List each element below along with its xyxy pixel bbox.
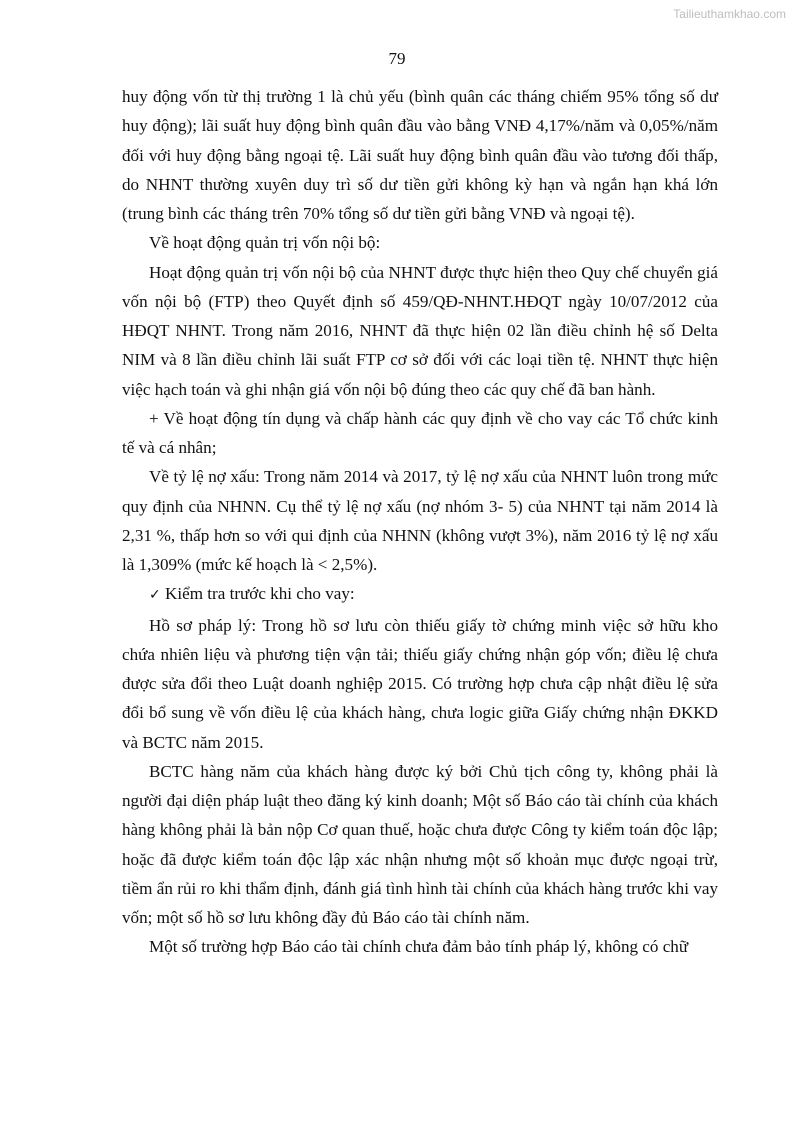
paragraph-financial-reports: BCTC hàng năm của khách hàng được ký bởi Chủ tịch công ty, không phải là người đại diện pháp luật theo đăng ký kinh doanh; Một số Báo cáo tài chính của khách hàng không phải là bản nộp Cơ quan thuế, hoặc chưa được Công ty kiểm toán độc lập; hoặc đã được kiểm toán độc lập xác nhận nhưng một số khoản mục được ngoại trừ, tiềm ẩn rủi ro khi thẩm định, đánh giá tình hình tài chính của khách hàng trước khi vay vốn; một số hồ sơ lưu không đầy đủ Báo cáo tài chính năm. <box>122 761 718 927</box>
watermark: Tailieuthamkhao.com <box>673 7 786 21</box>
paragraph-legal-docs: Hồ sơ pháp lý: Trong hồ sơ lưu còn thiếu giấy tờ chứng minh việc sở hữu kho chứa nhiên liệu và phương tiện vận tải; thiếu giấy chứng nhận góp vốn; điều lệ chưa được sửa đổi theo Luật doanh nghiệp 2015. Có trường hợp chưa cập nhật điều lệ sửa đổi bổ sung về vốn điều lệ của khách hàng, chưa logic giữa Giấy chứng nhận ĐKKD và BCTC năm 2015. <box>122 615 718 752</box>
heading-internal-capital: Về hoạt động quản trị vốn nội bộ: <box>149 233 381 253</box>
document-body <box>122 82 718 962</box>
paragraph-funding-interest: huy động vốn từ thị trường 1 là chủ yếu (bình quân các tháng chiếm 95% tổng số dư huy động); lãi suất huy động bình quân đầu vào bằng VNĐ 4,17%/năm và 0,05%/năm đối với huy động bằng ngoại tệ. Lãi suất huy động bình quân đầu vào tương đối thấp, do NHNT thường xuyên duy trì số dư tiền gửi không kỳ hạn và ngắn hạn khá lớn (trung bình các tháng trên 70% tổng số dư tiền gửi bằng VNĐ và ngoại tệ). <box>122 87 718 223</box>
heading-pre-loan-check <box>122 579 718 610</box>
heading-pre-loan-check-label: Kiểm tra trước khi cho vay: <box>165 584 355 604</box>
paragraph-bad-debt: Về tỷ lệ nợ xấu: Trong năm 2014 và 2017, tỷ lệ nợ xấu của NHNT luôn trong mức quy định của NHNN. Cụ thể tỷ lệ nợ xấu (nợ nhóm 3- 5) của NHNT tại năm 2014 là 2,31 %, thấp hơn so với qui định của NHNN (không vượt 3%), năm 2016 tỷ lệ nợ xấu là 1,309% (mức kế hoạch là < 2,5%). <box>122 467 718 574</box>
paragraph-ftp: Hoạt động quản trị vốn nội bộ của NHNT được thực hiện theo Quy chế chuyển giá vốn nội bộ (FTP) theo Quyết định số 459/QĐ-NHNT.HĐQT ngày 10/07/2012 của HĐQT NHNT. Trong năm 2016, NHNT đã thực hiện 02 lần điều chỉnh hệ số Delta NIM và 8 lần điều chỉnh lãi suất FTP cơ sở đối với các loại tiền tệ. NHNT thực hiện việc hạch toán và ghi nhận giá vốn nội bộ đúng theo các quy chế đã ban hành. <box>122 262 718 399</box>
paragraph-some-cases: Một số trường hợp Báo cáo tài chính chưa đảm bảo tính pháp lý, không có chữ <box>149 937 689 957</box>
page-number: 79 <box>388 49 406 68</box>
checkmark-icon: ✓ <box>149 587 161 604</box>
heading-credit-activities: + Về hoạt động tín dụng và chấp hành các quy định về cho vay các Tổ chức kinh tế và cá nhân; <box>122 408 718 457</box>
